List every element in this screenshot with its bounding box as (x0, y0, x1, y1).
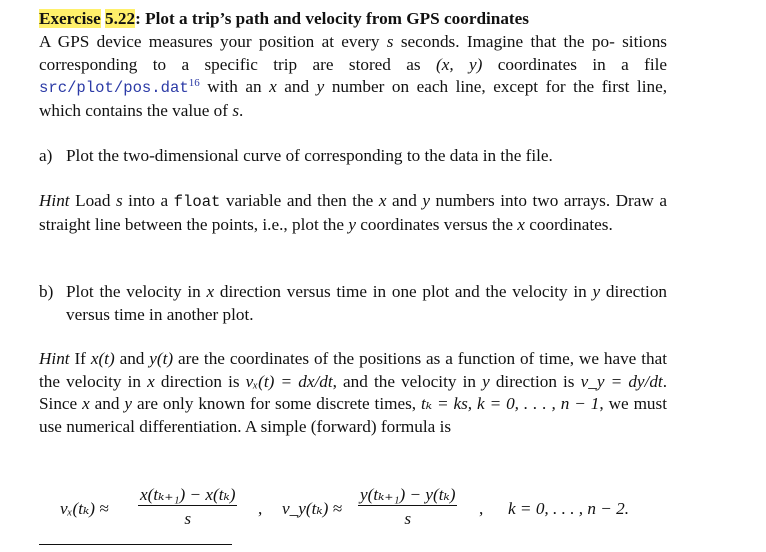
float-code: float (173, 193, 221, 211)
part-a-label: a) (39, 146, 53, 165)
footnote-ref[interactable]: 16 (188, 77, 200, 90)
hint-b-label: Hint (39, 349, 70, 368)
exercise-title-text: Plot a trip’s path and velocity from GPS coordinates (145, 9, 529, 28)
hint-a-label: Hint (39, 191, 70, 210)
part-b (39, 281, 667, 326)
file-link[interactable]: src/plot/pos.dat (39, 79, 189, 98)
exercise-title: Exercise 5.22: Plot a trip’s path and velocity from GPS coordinates (39, 9, 529, 28)
part-b-text: Plot the velocity in x direction versus time in one plot and the velocity in y direction versus time in another plot. (66, 282, 668, 324)
vy-lhs: v_y(tₖ) ≈ (282, 499, 343, 518)
formula-sep-2: , (479, 499, 484, 518)
formula-sep-1: , (258, 499, 263, 518)
part-a-text: Plot the two-dimensional curve of corresponding to the data in the file. (66, 146, 553, 165)
part-a (39, 145, 667, 168)
exercise-label: Exercise (39, 9, 101, 28)
vx-lhs: vₓ(tₖ) ≈ (60, 499, 109, 518)
exercise-number: 5.22 (105, 9, 136, 28)
hint-b: Hint If x(t) and y(t) are the coordinates of the positions as a function of time, we have that the velocity in x direction is vₓ(t) = dx/dt, and the velocity in y direction is v_y = dy/dt. Since x and y are only known for some discrete times, tₖ = ks, k = 0, . . . , n − 1, we must use numerical differentiation. A simple (forward) formula is (39, 349, 667, 436)
hint-a: Hint Load s into a float variable and then the x and y numbers into two arrays. Draw a straight line between the points, i.e., plot the y coordinates versus the x coordinates. (39, 191, 667, 234)
velocity-formula (60, 484, 720, 534)
footnote-rule (39, 544, 232, 545)
k-range: k = 0, . . . , n − 2. (508, 499, 630, 518)
vx-fraction: $\frac{\text{x(tₖ₊₁) − x(tₖ)}}{s}$ (140, 485, 236, 528)
vy-fraction: $\frac{\text{y(tₖ₊₁) − y(tₖ)}}{s}$ (360, 485, 456, 528)
intro-paragraph: A GPS device measures your position at every s seconds. Imagine that the po- sitions corresponding to a specific trip are stored as (x, y) coordinates in a file src/plot/pos.dat$^{16}$ with an x and y number on each line, except for the first line, which contains the value of s. (39, 32, 667, 120)
part-b-label: b) (39, 282, 54, 301)
